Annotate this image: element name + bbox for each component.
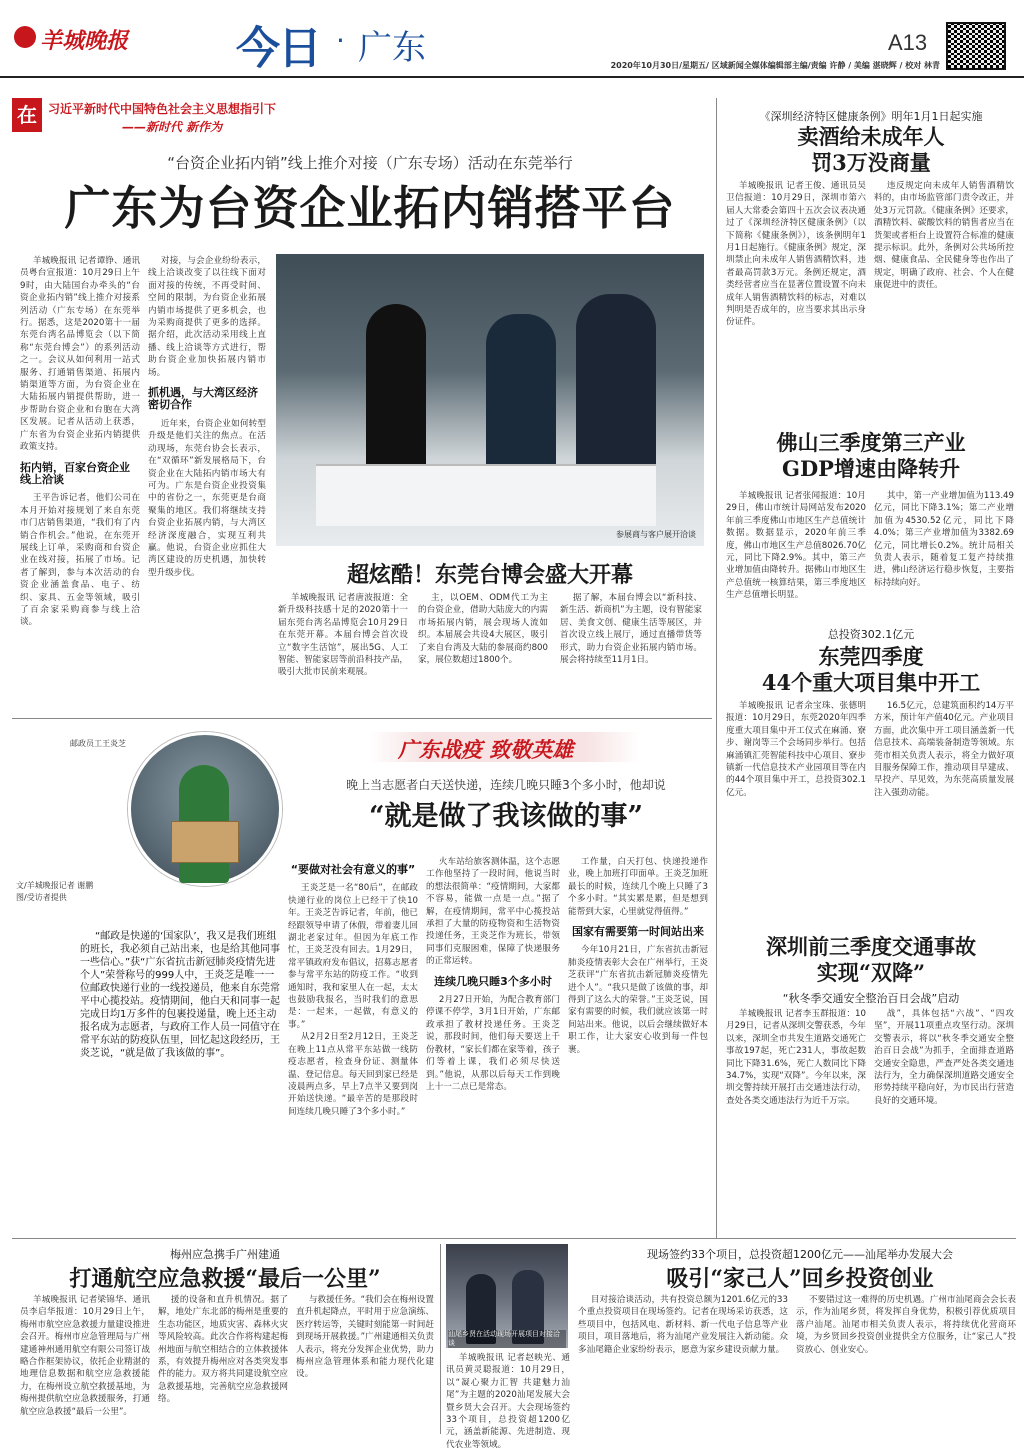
foshan-col2 [874, 490, 1014, 615]
foshan-col1 [726, 490, 866, 615]
dongguan-col1 [726, 700, 866, 925]
shanwei-col1 [446, 1352, 570, 1450]
lead-col1 [20, 255, 140, 685]
meizhou-col1 [20, 1294, 150, 1432]
meizhou-col3-text: 与救援任务。“我们会在梅州设置直升机起降点，平时用于应急演练、医疗转运等，关键时刻能第一时间赶到现场开展救援。”广州建通相关负责人表示，将充分发挥企业优势，助力梅州应急管理体系和能力现代化建设。 [296, 1295, 434, 1380]
xi-banner-badge: 在 [12, 98, 42, 132]
lead-col2-text: 对接，与会企业纷纷表示，线上洽谈改变了以往线下面对面对接的传统，不再受时间、空间的限制，为台资企业拓展内销市场提供了更多机会，也为采购商提供了更多的选择。据介绍，此次活动采用线上直播、线上洽谈等方式进行，帮助台资企业加快拓展内销市场。 [148, 256, 266, 378]
shanwei-col3-text: 不要错过这一难得的历史机遇。广州市汕尾商会会长表示，作为汕尾乡贤，将发挥自身优势，积极引荐优质项目落户汕尾。汕尾市相关负责人表示，将持续优化营商环境，为乡贤回乡投资创业提供全方位服务，让“家己人”投资放心、创业安心。 [796, 1295, 1016, 1355]
xiandi-col2-text: 违反规定向未成年人销售酒精饮料的，由市场监管部门责令改正，并处3万元罚款。《健康条例》还要求，酒精饮料、碳酸饮料的销售者应当在货架或者柜台上设置符合标准的健康提示标识。此外，条例对公共场所控烟、健康食品、全民健身等也作出了规定，明确了政府、社会、个人在健康促进中的责任。 [874, 181, 1014, 291]
traffic-kicker: “秋冬季交通安全整治百日会战”启动 [782, 992, 960, 1005]
courier-parcel [171, 821, 239, 863]
xiandi-headline: 卖酒给未成年人 罚3万没商量 [797, 124, 945, 175]
qr-code [946, 22, 1006, 70]
shanwei-col2 [578, 1294, 788, 1434]
traffic-headline: 深圳前三季度交通事故 实现“双降” [766, 934, 976, 985]
fight-kicker: 晚上当志愿者白天送快递，连续几晚只睡3个多小时，他却说 [346, 778, 666, 792]
shanwei-headline: 吸引“家己人”回乡投资创业 [666, 1266, 934, 1292]
paper-logo-icon [14, 26, 36, 48]
dongguan-col2-text: 16.5亿元，总建筑面积约14万平方米，预计年产值40亿元。产业项目方面，此次集中开工项目涵盖新一代信息技术、高端装备制造等领域。东莞市相关负责人表示，将全力做好项目服务保障工作，推动项目早建成、早投产、早见效，为东莞高质量发展注入强劲动能。 [874, 701, 1014, 798]
traffic-col1 [726, 1008, 866, 1233]
meizhou-col2-text: 援的设备和直升机情况。据了解，地处广东北部的梅州是重要的生态功能区，地质灾害、森林火灾等风险较高。此次合作将构建起梅州地面与航空相结合的立体救援体系，有效提升梅州应对各类突发事件的能力。双方将共同建设航空应急救援基地，完善航空应急救援网络。 [158, 1295, 288, 1405]
fight-headline: “就是做了我该做的事” [368, 801, 644, 832]
courier-photo [128, 732, 282, 886]
dongguan-col2 [874, 700, 1014, 925]
xi-banner-line2: ——新时代 新作为 [122, 120, 223, 134]
fight-quote [80, 930, 280, 1100]
meizhou-col2 [158, 1294, 288, 1432]
masthead [0, 0, 1024, 78]
dongguan-eyebrow: 总投资302.1亿元 [827, 628, 915, 641]
photo-model-table [316, 464, 656, 526]
shanwei-photo-caption: 汕尾乡贤在活动现场开展项目对接洽谈 [448, 1330, 566, 1348]
fight-col3 [568, 856, 708, 1226]
meizhou-eyebrow: 梅州应急携手广州建通 [170, 1248, 280, 1261]
fight-c3b-text: 今年10月21日，广东省抗击新冠肺炎疫情表彰大会在广州举行，王炎芝获评“广东省抗击新冠肺炎疫情先进个人”。“我只是做了该做的事，却得到了这么大的荣誉。”王炎芝说，国家有需要的时候，我们就应该第一时间站出来。他说，以后会继续做好本职工作，让大家安心收到每一件包裹。 [568, 945, 708, 1055]
section-title [228, 12, 488, 74]
lead-col2 [148, 255, 266, 685]
meizhou-headline: 打通航空应急救援“最后一公里” [69, 1266, 381, 1292]
fight-byline: 文/羊城晚报记者 谢鹏 图/受访者提供 [16, 881, 94, 902]
fight-sub3: 国家有需要第一时间站出来 [572, 925, 704, 939]
paper-name: 羊城晚报 [40, 28, 129, 54]
expo-col3-text: 据了解，本届台博会以“新科技、新生活、新商机”为主题，设有智能家居、美食文创、健康生活等展区，并首次设立线上展厅，通过直播带货等形式，助力台资企业拓展内销市场。展会将持续至11月1日。 [560, 593, 702, 666]
fight-c2-text: 火车站给旅客测体温，这个志愿工作他坚持了一段时间，他说当时的想法很简单：“疫情期间，大家都不容易，能做一点是一点。”据了解，在疫情期间，常平中心揽投站承担了大量的防疫物资和生活物资投递任务，王炎芝作为班长，带领同事们克服困难，保障了快递服务的正常运转。 [426, 857, 560, 967]
expo-col1-text: 羊城晚报讯 记者唐波报道：全新升级科技感十足的2020第十一届东莞台湾名品博览会10月29日在东莞开幕。本届台博会首次设立“数字生活馆”，展出5G、人工智能、智能家居等前沿科技产品，吸引大批市民前来观展。 [278, 593, 408, 678]
expo-col2 [418, 592, 548, 702]
lead-photo-caption: 参展商与客户展开洽谈 [616, 530, 696, 539]
xi-banner-line1: 习近平新时代中国特色社会主义思想指引下 [48, 102, 277, 116]
traffic-col2 [874, 1008, 1014, 1233]
fight-sub1: “要做对社会有意义的事” [290, 863, 416, 876]
xiandi-col1-text: 羊城晚报讯 记者王俊、通讯员吴卫信报道：10月29日，深圳市第六届人大常委会第四十五次会议表决通过了《深圳经济特区健康条例》（以下简称《健康条例》），该条例明年1月1日起施行。《健康条例》规定，深圳禁止向未成年人销售酒精饮料，违者最高罚款3万元。条例还规定，酒类经营者应当在显著位置设置不向未成年人销售酒精饮料的标志，对难以判明是否成年的，应当要求其出示身份证件。 [726, 181, 866, 328]
lead-photo [276, 254, 704, 546]
dongguan-col1-text: 羊城晚报讯 记者余宝珠、张德明报道：10月29日，东莞2020年四季度重大项目集中开工仪式在麻涌、寮步、谢岗等三个会场同步举行。包括麻涌镇汇莞智能科技中心项目、寮步镇新一代信息技术产业园项目等在内的44个项目集中开工，总投资302.1亿元。 [726, 701, 866, 798]
traffic-col2-text: 战”，具体包括“六战”、“四攻坚”，开展11项重点攻坚行动。深圳交警表示，将以“秋冬季交通安全整治百日会战”为抓手，全面排查道路交通安全隐患，严查严处各类交通违法行为，全力确保深圳道路交通安全形势持续平稳向好，为市民出行营造良好的交通环境。 [874, 1009, 1014, 1106]
expo-headline: 超炫酷！东莞台博会盛大开幕 [346, 562, 633, 588]
meizhou-col3 [296, 1294, 434, 1432]
xi-banner [12, 98, 277, 136]
traffic-col1-text: 羊城晚报讯 记者李玉群报道：10月29日，记者从深圳交警获悉，今年以来，深圳全市共发生道路交通死亡事故197起，死亡231人，事故起数同比下降31.6%，死亡人数同比下降34.7%，实现“双降”。今年以来，深圳交警持续开展打击交通违法行动，查处各类交通违法行为近千万宗。 [726, 1009, 866, 1106]
fight-col2 [426, 856, 560, 1226]
lead-sub1: 拓内销，百家台资企业线上洽谈 [20, 460, 130, 486]
page-number: A13 [888, 30, 928, 55]
fight-banner-text: 广东战疫 致敬英雄 [398, 737, 574, 762]
foshan-col1-text: 羊城晚报讯 记者张闻报道：10月29日，佛山市统计局网站发布2020年前三季度佛山市地区生产总值统计数据。数据显示，2020年前三季度，佛山市地区生产总值8026.70亿元，同比下降2.9%。其中，第三产业增加值由降转升。据佛山市地区生产总值统一核算结果，第三季度地区生产总值增长明显。 [726, 491, 866, 601]
fight-banner [370, 732, 640, 762]
expo-col2-text: 主，以OEM、ODM代工为主的台资企业，借助大陆庞大的内需市场拓展内销，展会现场人流如织。本届展会共设4大展区，吸引了来自台湾及大陆的参展商约800家，展位数超过1800个。 [418, 593, 548, 666]
fight-sub2: 连续几晚只睡3个多小时 [434, 974, 552, 988]
paper-logo [14, 24, 164, 52]
shanwei-photo [446, 1244, 568, 1348]
courier-photo-caption: 邮政员工王炎芝 [70, 739, 126, 748]
section-title-dot: · [336, 24, 345, 57]
xiandi-col1 [726, 180, 866, 420]
foshan-col2-text: 其中，第一产业增加值为113.49亿元，同比下降3.1%；第二产业增加值为4530.52亿元，同比下降4.0%；第三产业增加值为3382.69亿元，同比增长0.2%。统计局相关负责人表示，随着复工复产持续推进，佛山经济运行稳步恢复，主要指标持续向好。 [874, 491, 1014, 588]
expo-col1 [278, 592, 408, 702]
dateline: 2020年10月30日/星期五/ 区域新闻全媒体编辑部主编/责编 许静 / 美编 湛晓辉 / 校对 林青 [610, 61, 940, 70]
fight-col1 [288, 856, 418, 1226]
fight-c2b-text: 2月27日开始，为配合教育部门停课不停学，3月1日开始，广东邮政承担了教材投递任务。王炎芝说，那段时间，他们每天要送上千份教材，“家长们都在家等着，孩子们等着上课，我们必须尽快送到。”他说，从那以后每天工作到晚上十一二点已是常态。 [426, 995, 560, 1092]
lead-kicker: “台资企业拓内销”线上推介对接（广东专场）活动在东莞举行 [167, 154, 573, 172]
expo-col3 [560, 592, 702, 702]
lead-col2b-text: 近年来，台资企业如何转型升级是他们关注的焦点。在活动现场，东莞台协会长表示，在“双循环”新发展格局下，台资企业在大陆拓内销市场大有可为。广东是台资企业投资集中的省份之一，东莞更是台商聚集的地区。我们将继续支持台资企业拓展内销，与大湾区经济深度融合，实现互利共赢。他说，台资企业应抓住大湾区建设的历史机遇，加快转型升级步伐。 [148, 418, 266, 578]
shanwei-col2-text: 目对接洽谈活动，共有投资总额为1201.6亿元的33个重点投资项目在现场签约。记者在现场采访获悉，这些项目中，包括风电、新材料、新一代电子信息等产业项目，项目落地后，将为汕尾产业发展注入新动能。众多汕尾籍企业家纷纷表示，愿意为家乡建设贡献力量。 [578, 1295, 788, 1355]
lead-headline: 广东为台资企业拓内销搭平台 [64, 181, 676, 235]
meizhou-col1-text: 羊城晚报讯 记者梁锦华、通讯员李启华报道：10月29日上午，梅州市航空应急救援力量建设推进会召开。梅州市应急管理局与广州建通神州通用航空有限公司签订战略合作框架协议，依托企业精湛的地理信息数据和航空应急救援能力，在梅州设立航空救援基地，为梅州提供航空应急救援服务，打通航空应急救援“最后一公里”。 [20, 1295, 150, 1417]
lead-col1b-text: 王平告诉记者，他们公司在本月开始对接规划了来自东莞市门店销售渠道，“我们有了内销合作机会。”他说，在东莞开展线上订单，采购商和台资企业在线对接，拓展了市场。记者了解到，参与本次活动的台资企业涵盖食品、电子、纺织、家具、五金等领域，吸引了百余家采购商参与线上洽谈。 [20, 493, 140, 628]
fight-c1b-text: 从2月2日至2月12日，王炎芝在晚上11点从常平东站做一线防疫志愿者，检查身份证、测量体温、登记信息。每天回到家已经是凌晨两点多，早上7点半又要到岗开始送快递。“最辛苦的是那段时间连续几晚只睡了3个多小时。” [288, 1032, 418, 1117]
section-title-region: 广东 [358, 28, 426, 68]
fight-c3-text: 工作量，白天打包、快递投递作业，晚上加班打印面单。王炎芝加班最长的时候，连续几个晚上只睡了3个多小时。“其实累是累，但是想到能帮到大家，心里就觉得值得。” [568, 857, 708, 917]
fight-c1-text: 王炎芝是一名“80后”，在邮政快递行业的岗位上已经干了快10年。王炎芝告诉记者，年前，他已经跟领导申请了休假，带着妻儿回湖北老家过年。但因为年底工作忙，王炎芝没有回去。1月29日，常平镇政府发布倡议，招募志愿者参与常平东站的防疫工作。“收到通知时，我和家里人在一起，太太也鼓励我报名，当时我们的意思是：一起来，一起做，有意义的事。” [288, 883, 418, 1030]
shanwei-col3 [796, 1294, 1016, 1434]
lead-sub2: 抓机遇，与大湾区经济密切合作 [148, 386, 258, 412]
shanwei-eyebrow: 现场签约33个项目，总投资超1200亿元——汕尾举办发展大会 [647, 1248, 953, 1261]
dongguan-headline: 东莞四季度 44个重大项目集中开工 [761, 644, 981, 695]
fight-quote-text: “邮政是快递的‘国家队’，我又是我们班组的班长，我必须自己站出来，也是给其他同事一些信心。”获“广东省抗击新冠肺炎疫情先进个人”荣誉称号的999人中，王炎芝是唯一一位邮政快递行业的一线投递员，他来自东莞常平中心揽投站。疫情期间，他白天和同事一起完成日均1万多件的包裹投递量，晚上还主动报名成为志愿者，与政府工作人员一同值守在常平东站的防疫队伍里，回忆起这段经历，王炎芝说，“就是做了我该做的事”。 [80, 931, 280, 1059]
section-title-big: 今日 [236, 23, 320, 74]
shanwei-col1-text: 羊城晚报讯 记者赵映光、通讯员黄灵聪报道：10月29日，以“凝心聚力汇智 共建魅力汕尾”为主题的2020汕尾发展大会暨乡贤大会召开。大会现场签约33个项目，总投资超1200亿元，涵盖新能源、先进制造、现代农业等领域。 [446, 1353, 570, 1450]
xiandi-col2 [874, 180, 1014, 420]
lead-col1-text: 羊城晚报讯 记者谭铮、通讯员粤台宣报道：10月29日上午9时，由大陆国台办牵头的“台资企业拓内销”线上推介对接系列活动（广东专场）在东莞举行。据悉，这是2020第十一届东莞台湾名品博览会（以下简称“东莞台博会”）的系列活动之一。会议从如何利用一站式服务、打通销售渠道、拓展内销渠道等方面，为台资企业在大陆拓展内销提供帮助，进一步帮助台资企业和台胞在大湾区发展。记者从活动上获悉，广东省为台资企业拓内销提供政策支持。 [20, 256, 140, 453]
xiandi-eyebrow: 《深圳经济特区健康条例》明年1月1日起实施 [759, 110, 983, 123]
foshan-headline: 佛山三季度第三产业 GDP增速由降转升 [776, 430, 966, 481]
photo-person-left [366, 304, 426, 484]
